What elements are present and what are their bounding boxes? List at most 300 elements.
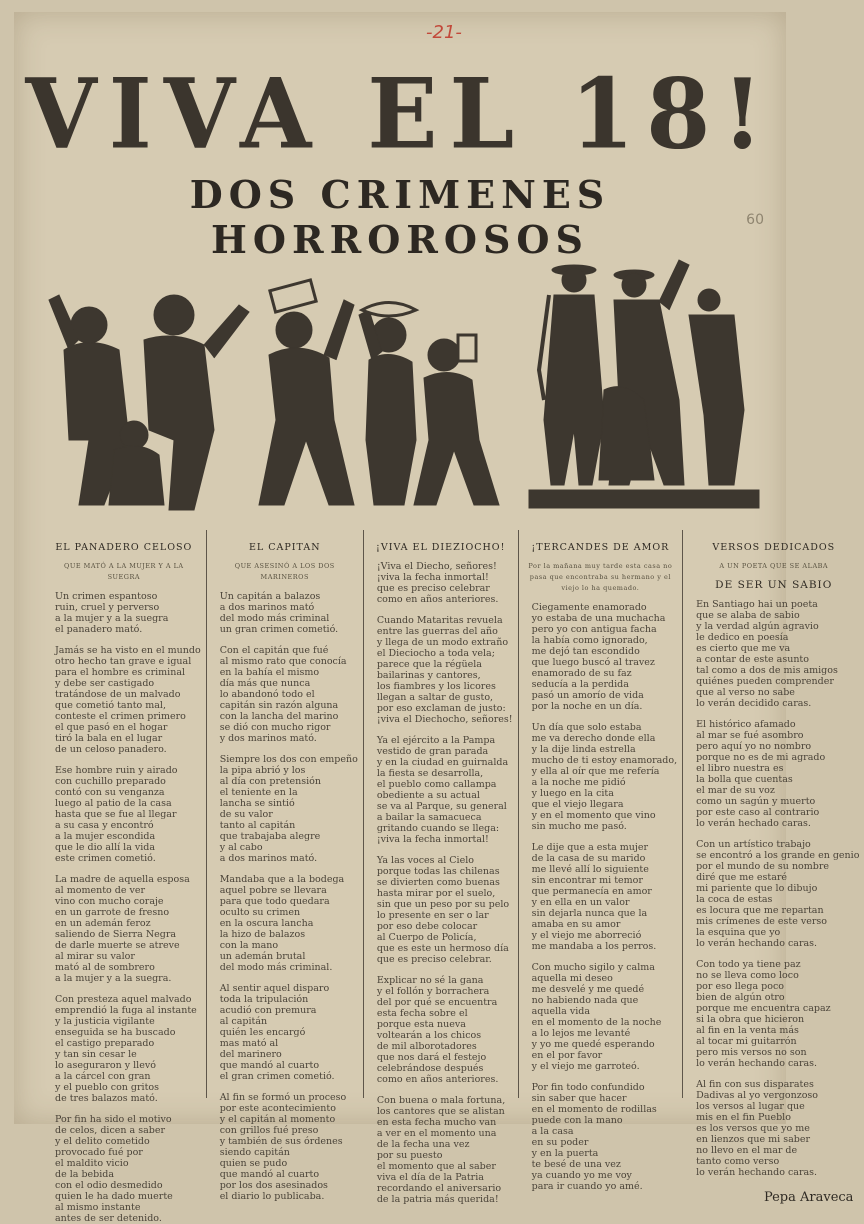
poem-line: al mirar su valor bbox=[55, 951, 135, 962]
poem-line: seducía a la perdida bbox=[531, 679, 629, 690]
poem-line: al capitán bbox=[219, 1016, 268, 1027]
poem-line: vestido de gran parada bbox=[376, 746, 489, 757]
poem-line: bien de algún otro bbox=[696, 992, 785, 1003]
poem-line: Explicar no sé la gana bbox=[376, 975, 484, 986]
poem-line: Con presteza aquel malvado bbox=[55, 994, 192, 1005]
poem-line: mas mató al bbox=[219, 1038, 279, 1049]
poem-line: por la noche en un día. bbox=[531, 701, 643, 712]
poem-line: tratándose de un malvado bbox=[55, 689, 181, 700]
poem-line: que permanecía en amor bbox=[531, 886, 652, 897]
poem-line: y dos marinos mató. bbox=[219, 733, 317, 744]
poem-line: entre las guerras del año bbox=[376, 626, 498, 637]
poem-line: de tres balazos mató. bbox=[55, 1093, 158, 1104]
poem-line: quiénes pueden comprender bbox=[696, 676, 834, 687]
poem-stanza bbox=[524, 602, 677, 712]
poem-line: al momento de ver bbox=[55, 885, 146, 896]
poem-line: que es preciso celebrar bbox=[376, 583, 490, 594]
poem-line: tal como a dos de mis amigos bbox=[696, 665, 838, 676]
poem-column-5 bbox=[682, 530, 864, 1205]
poem-line: los fiambres y los licores bbox=[376, 681, 496, 692]
poem-line: del por qué se encuentra bbox=[376, 997, 498, 1008]
poem-line: del modo más criminal. bbox=[219, 962, 333, 973]
poem-line: sin encontrar mi temor bbox=[531, 875, 643, 886]
poem-title: EL CAPITAN bbox=[248, 542, 321, 553]
poem-line: un ademán brutal bbox=[219, 951, 306, 962]
poem-subheading: QUE MATÓ A LA MUJER Y A LA SUEGRA bbox=[64, 562, 184, 581]
poem-line: viva el día de la Patria bbox=[376, 1172, 484, 1183]
poem-line: La madre de aquella esposa bbox=[55, 874, 190, 885]
couple-figures-middle bbox=[359, 303, 499, 506]
poem-stanza bbox=[688, 1079, 859, 1178]
poem-line: que mandó al cuarto bbox=[219, 1169, 320, 1180]
poem-line: Ya las voces al Cielo bbox=[376, 855, 474, 866]
poem-line: del marinero bbox=[219, 1049, 282, 1060]
poem-line: el diario lo publicaba. bbox=[219, 1191, 325, 1202]
poem-line: lo verán hechando caras. bbox=[696, 1058, 818, 1069]
subtitle: DOS CRIMENES HORROROSOS bbox=[189, 172, 611, 262]
poem-stanza bbox=[688, 719, 859, 829]
poem-line: con grillos fué preso bbox=[219, 1125, 319, 1136]
poem-line: hasta que se fue al llegar bbox=[55, 809, 177, 820]
broadside-sheet bbox=[14, 12, 860, 1224]
poem-line: a contar de este asunto bbox=[696, 654, 809, 665]
poem-line: de la patria más querida! bbox=[376, 1194, 499, 1205]
poem-line: a dos marinos mató bbox=[219, 602, 315, 613]
poem-line: a la noche me pidió bbox=[531, 777, 626, 788]
poem-line: el teniente en la bbox=[219, 787, 298, 798]
poem-line: con el odio desmedido bbox=[55, 1180, 163, 1191]
poem-column-1 bbox=[42, 530, 206, 1224]
poem-subheading: QUE ASESINÓ A LOS DOS MARINEROS bbox=[234, 562, 335, 581]
poem-line: para ir cuando yo amé. bbox=[531, 1181, 643, 1192]
poem-line: de su valor bbox=[219, 809, 273, 820]
poem-stanza bbox=[47, 591, 201, 635]
poem-line: a la mujer y a la suegra. bbox=[55, 973, 172, 984]
poem-line: Ya el ejército a la Pampa bbox=[376, 735, 496, 746]
poem-subheading: Por la mañana muy tarde esta casa no pasa que encontraba su hermano y el viejo lo ha quemado. bbox=[528, 562, 673, 592]
poem-line: El histórico afamado bbox=[696, 719, 796, 730]
poem-line: este crimen cometió. bbox=[55, 853, 156, 864]
poem-line: quién les encargó bbox=[219, 1027, 306, 1038]
side-number: 60 bbox=[746, 212, 764, 228]
poem-title: ¡VIVA EL DIEZIOCHO! bbox=[376, 542, 506, 553]
poem-line: de la fecha una vez bbox=[376, 1139, 470, 1150]
poem-line: antes de ser detenido. bbox=[55, 1213, 162, 1224]
poem-line: y en el momento que vino bbox=[531, 810, 656, 821]
poem-line: no llevo en el mar de bbox=[696, 1145, 798, 1156]
poem-line: Un crimen espantoso bbox=[55, 591, 158, 602]
poem-line: aquella vida bbox=[531, 1006, 591, 1017]
poem-line: y la dije linda estrella bbox=[531, 744, 636, 755]
poem-stanza bbox=[47, 645, 201, 755]
poem-line: Le dije que a esta mujer bbox=[531, 842, 649, 853]
poem-line: en un ademán feroz bbox=[55, 918, 151, 929]
poem-line: porque todas las chilenas bbox=[376, 866, 500, 877]
poem-line: toda la tripulación bbox=[219, 994, 309, 1005]
poem-line: me va derecho donde ella bbox=[531, 733, 656, 744]
poem-line: de mil alborotadores bbox=[376, 1041, 477, 1052]
poem-line: Ciegamente enamorado bbox=[531, 602, 647, 613]
poem-line: Por fin ha sido el motivo bbox=[55, 1114, 172, 1125]
poem-line: se encontró a los grande en genio bbox=[696, 850, 860, 861]
poem-line: en la oscura lancha bbox=[219, 918, 314, 929]
poem-line: Con un artístico trabajo bbox=[696, 839, 811, 850]
poem-line: bailarinas y cantores, bbox=[376, 670, 481, 681]
poem-line: porque esta nueva bbox=[376, 1019, 466, 1030]
poem-stanza bbox=[47, 994, 201, 1104]
poem-line: parece que la régüela bbox=[376, 659, 482, 670]
poem-line: le dedico en poesía bbox=[696, 632, 789, 643]
poem-stanza bbox=[369, 561, 513, 605]
poem-line: En Santiago hai un poeta bbox=[696, 599, 818, 610]
poem-subheading: A UN POETA QUE SE ALABA bbox=[719, 562, 829, 570]
poem-columns bbox=[42, 530, 860, 1224]
poem-line: mucho de ti estoy enamorado, bbox=[531, 755, 678, 766]
poem-line: en la bahía el mismo bbox=[219, 667, 320, 678]
poem-line: lo verán hechando caras. bbox=[696, 1167, 818, 1178]
poem-line: diré que me estaré bbox=[696, 872, 788, 883]
poem-line: Un capitán a balazos bbox=[219, 591, 321, 602]
poem-line: amaba en su amor bbox=[531, 919, 621, 930]
poem-line: lo verán hechado caras. bbox=[696, 818, 811, 829]
poem-line: celebrándose después bbox=[376, 1063, 484, 1074]
poem-line: mi pariente que lo dibujo bbox=[696, 883, 818, 894]
poem-line: el Dieciocho a toda vela; bbox=[376, 648, 495, 659]
poem-line: la coca de estas bbox=[696, 894, 773, 905]
poem-line: que trabajaba alegre bbox=[219, 831, 321, 842]
poem-line: y luego en la cita bbox=[531, 788, 614, 799]
poem-line: lo aseguraron y llevó bbox=[55, 1060, 156, 1071]
poem-line: y tan sin cesar le bbox=[55, 1049, 137, 1060]
poem-line: los versos al lugar que bbox=[696, 1101, 805, 1112]
poem-title: VERSOS DEDICADOS bbox=[712, 542, 836, 553]
poem-stanza bbox=[524, 962, 677, 1072]
poem-line: lancha se sintió bbox=[219, 798, 295, 809]
poem-line: por su puesto bbox=[376, 1150, 443, 1161]
poem-stanza bbox=[212, 645, 358, 744]
poem-line: sin mucho me pasó. bbox=[531, 821, 627, 832]
poem-line: que al verso no sabe bbox=[696, 687, 795, 698]
poem-line: que nos dará el festejo bbox=[376, 1052, 487, 1063]
poem-line: la bolla que cuentas bbox=[696, 774, 793, 785]
poem-line: capitán sin razón alguna bbox=[219, 700, 339, 711]
poem-line: de un celoso panadero. bbox=[55, 744, 167, 755]
poem-line: los cantores que se alistan bbox=[376, 1106, 505, 1117]
poem-stanza bbox=[212, 754, 358, 864]
poem-line: pasó un amorío de vida bbox=[531, 690, 644, 701]
poem-line: y el delito cometido bbox=[55, 1136, 150, 1147]
poem-line: lo abandonó todo el bbox=[219, 689, 315, 700]
poem-line: con la mano bbox=[219, 940, 279, 951]
poem-line: se va al Parque, su general bbox=[376, 801, 507, 812]
poem-line: y la justicia vigilante bbox=[55, 1016, 155, 1027]
poem-line: Mandaba que a la bodega bbox=[219, 874, 345, 885]
poem-line: y la verdad algún agravio bbox=[696, 621, 819, 632]
poem-line: en su poder bbox=[531, 1137, 589, 1148]
poem-line: ruin, cruel y perverso bbox=[55, 602, 160, 613]
poem-line: y yo me quedé esperando bbox=[531, 1039, 655, 1050]
poem-line: ¡viva la fecha inmortal! bbox=[376, 834, 489, 845]
poem-title: EL PANADERO CELOSO bbox=[55, 542, 193, 553]
poem-line: te besé de una vez bbox=[531, 1159, 621, 1170]
poem-line: la pipa abrió y los bbox=[219, 765, 306, 776]
poem-line: conteste el crimen primero bbox=[55, 711, 186, 722]
poem-stanza bbox=[524, 722, 677, 832]
poem-line: por los dos asesinados bbox=[219, 1180, 328, 1191]
poem-line: en el momento de la noche bbox=[531, 1017, 662, 1028]
poem-line: es locura que me repartan bbox=[696, 905, 824, 916]
poem-line: que el viejo llegara bbox=[531, 799, 624, 810]
poem-line: lo presente en ser o lar bbox=[376, 910, 489, 921]
poem-stanza bbox=[47, 874, 201, 984]
poem-stanza bbox=[212, 1092, 358, 1202]
poem-line: tanto al capitán bbox=[219, 820, 296, 831]
poem-line: me desvelé y me quedé bbox=[531, 984, 645, 995]
poem-line: llegan a saltar de gusto, bbox=[376, 692, 494, 703]
poem-line: a la cárcel con gran bbox=[55, 1071, 151, 1082]
poem-line: a lo lejos me levanté bbox=[531, 1028, 631, 1039]
poem-line: a la mujer escondida bbox=[55, 831, 156, 842]
poem-title: ¡TERCANDES DE AMOR bbox=[531, 542, 670, 553]
poem-line: el libro nuestra es bbox=[696, 763, 784, 774]
main-title: VIVA EL 18! bbox=[25, 57, 775, 171]
poem-line: al mismo instante bbox=[55, 1202, 141, 1213]
poem-line: lo verán hechando caras. bbox=[696, 938, 818, 949]
poem-line: luego al patio de la casa bbox=[55, 798, 172, 809]
poem-column-3 bbox=[363, 530, 518, 1205]
poem-line: en esta fecha mucho van bbox=[376, 1117, 497, 1128]
poem-line: por el mundo de su nombre bbox=[696, 861, 830, 872]
poem-line: y al cabo bbox=[219, 842, 263, 853]
poem-line: al mar se fué asombro bbox=[696, 730, 804, 741]
poem-stanza bbox=[524, 1082, 677, 1192]
poem-line: hasta mirar por el suelo, bbox=[376, 888, 496, 899]
poem-line: el que pasó en el hogar bbox=[55, 722, 168, 733]
poem-line: que luego buscó al travez bbox=[531, 657, 655, 668]
poem-line: ya cuando yo me voy bbox=[531, 1170, 632, 1181]
poem-line: me dejó tan escondido bbox=[531, 646, 640, 657]
poem-line: Dadivas al yo vergonzoso bbox=[696, 1090, 819, 1101]
poem-line: gritando cuando se llega: bbox=[376, 823, 500, 834]
poem-line: esta fecha sobre el bbox=[376, 1008, 468, 1019]
page-number: -21- bbox=[426, 22, 462, 43]
poem-line: por eso llega poco bbox=[696, 981, 784, 992]
poem-line: siendo capitán bbox=[219, 1147, 290, 1158]
poem-line: voltearán a los chicos bbox=[376, 1030, 482, 1041]
poem-line: Con el capitán que fué bbox=[219, 645, 329, 656]
poem-line: Por fin todo confundido bbox=[531, 1082, 645, 1093]
poem-line: al Cuerpo de Policía, bbox=[376, 932, 477, 943]
poem-line: es los versos que yo me bbox=[696, 1123, 810, 1134]
poem-stanza bbox=[524, 842, 677, 952]
poem-line: ¡viva la fecha inmortal! bbox=[376, 572, 489, 583]
poem-stanza bbox=[47, 1114, 201, 1224]
poem-stanza bbox=[369, 855, 513, 965]
poem-line: mis en el fin Pueblo bbox=[696, 1112, 791, 1123]
author-signature: Pepa Araveca bbox=[763, 1190, 854, 1205]
poem-line: al mismo rato que conocía bbox=[219, 656, 347, 667]
poem-line: enamorado de su faz bbox=[531, 668, 632, 679]
poem-line: pero aquí yo no nombro bbox=[696, 741, 812, 752]
poem-line: con cuchillo preparado bbox=[55, 776, 166, 787]
poem-line: de celos, dicen a saber bbox=[55, 1125, 166, 1136]
poem-line: y ella al oír que me refería bbox=[531, 766, 660, 777]
poem-line: en lienzos que mi saber bbox=[696, 1134, 810, 1145]
poem-line: por este acontecimiento bbox=[219, 1103, 336, 1114]
poem-line: la fiesta se desarrolla, bbox=[376, 768, 484, 779]
poem-line: sin dejarla nunca que la bbox=[531, 908, 648, 919]
poem-line: el mar de su voz bbox=[696, 785, 775, 796]
woodcut-illustration bbox=[44, 240, 764, 530]
poem-line: si la obra que hicieron bbox=[696, 1014, 805, 1025]
poem-line: como en años anteriores. bbox=[376, 594, 499, 605]
poem-stanza bbox=[369, 1095, 513, 1205]
poem-line: porque no es de mi agrado bbox=[696, 752, 826, 763]
poem-stanza bbox=[369, 975, 513, 1085]
poem-line: y también de sus órdenes bbox=[219, 1136, 343, 1147]
poem-line: como en años anteriores. bbox=[376, 1074, 499, 1085]
poem-line: aquella mi deseo bbox=[531, 973, 613, 984]
poem-line: la había como ignorado, bbox=[531, 635, 648, 646]
poem-line: el momento que al saber bbox=[376, 1161, 496, 1172]
poem-line: contó con su venganza bbox=[55, 787, 165, 798]
poem-line: del modo más criminal bbox=[219, 613, 330, 624]
poem-line: no se lleva como loco bbox=[696, 970, 799, 981]
poem-line: a la casa bbox=[531, 1126, 574, 1137]
poem-line: sin que un peso por su pelo bbox=[376, 899, 510, 910]
poem-line: se divierten como buenas bbox=[376, 877, 500, 888]
poem-line: que le dio allí la vida bbox=[55, 842, 156, 853]
poem-line: no habiendo nada que bbox=[531, 995, 639, 1006]
poem-stanza bbox=[47, 765, 201, 864]
poem-line: de darle muerte se atreve bbox=[55, 940, 180, 951]
poem-line: ¡viva el Diechocho, señores! bbox=[376, 714, 513, 725]
poem-line: Con mucho sigilo y calma bbox=[531, 962, 655, 973]
poem-line: para el hombre es criminal bbox=[55, 667, 186, 678]
poem-line: Con buena o mala fortuna, bbox=[376, 1095, 506, 1106]
poem-line: de la bebida bbox=[55, 1169, 115, 1180]
poem-line: y el viejo me aborreció bbox=[531, 930, 642, 941]
poem-line: al fin en la venta más bbox=[696, 1025, 799, 1036]
poem-line: y el pueblo con gritos bbox=[55, 1082, 159, 1093]
poem-line: recordando el aniversario bbox=[376, 1183, 502, 1194]
poem-stanza bbox=[688, 839, 859, 949]
poem-line: con la lancha del marino bbox=[219, 711, 339, 722]
poem-line: quien le ha dado muerte bbox=[55, 1191, 173, 1202]
poem-line: ¡Viva el Diecho, señores! bbox=[376, 561, 497, 572]
poem-line: y el follón y borrachera bbox=[376, 986, 490, 997]
poem-line: y en ella en un valor bbox=[531, 897, 630, 908]
poem-line: provocado fué por bbox=[55, 1147, 143, 1158]
poem-line: en el por favor bbox=[531, 1050, 603, 1061]
poem-line: que es este un hermoso día bbox=[376, 943, 509, 954]
poem-line: sin saber que hacer bbox=[531, 1093, 627, 1104]
poem-line: día más que nunca bbox=[219, 678, 311, 689]
poem-line: y debe ser castigado bbox=[55, 678, 155, 689]
poem-line: Al fin se formó un proceso bbox=[219, 1092, 347, 1103]
poem-line: para que todo quedara bbox=[219, 896, 330, 907]
poem-stanza bbox=[212, 874, 358, 973]
poem-subheading-2: DE SER UN SABIO bbox=[715, 579, 833, 591]
poem-line: el maldito vicio bbox=[55, 1158, 129, 1169]
poem-line: que se alaba de sabio bbox=[696, 610, 800, 621]
poem-line: a bailar la samacueca bbox=[376, 812, 482, 823]
poem-line: como un sagún y muerto bbox=[696, 796, 816, 807]
poem-line: puede con la mano bbox=[531, 1115, 623, 1126]
poem-line: a su casa y encontró bbox=[55, 820, 154, 831]
poem-line: quien se pudo bbox=[219, 1158, 288, 1169]
poem-stanza bbox=[688, 599, 859, 709]
poem-line: obediente a su actual bbox=[376, 790, 480, 801]
poem-line: me llevé allí lo siguiente bbox=[531, 864, 649, 875]
poem-line: Al fin con sus disparates bbox=[696, 1079, 814, 1090]
poem-line: al día con pretensión bbox=[219, 776, 321, 787]
poem-column-4 bbox=[518, 530, 682, 1192]
poem-line: y en la puerta bbox=[531, 1148, 599, 1159]
poem-line: saliendo de Sierra Negra bbox=[55, 929, 177, 940]
poem-line: al tocar mi guitarrón bbox=[696, 1036, 797, 1047]
poem-line: el pueblo como callampa bbox=[376, 779, 497, 790]
poem-line: Un día que solo estaba bbox=[531, 722, 642, 733]
poem-line: me mandaba a los perros. bbox=[531, 941, 657, 952]
poem-line: oculto su crimen bbox=[219, 907, 301, 918]
poem-line: y el capitán al momento bbox=[219, 1114, 336, 1125]
poem-line: por eso debe colocar bbox=[376, 921, 478, 932]
poem-line: pero mis versos no son bbox=[696, 1047, 807, 1058]
poem-line: la hizo de balazos bbox=[219, 929, 306, 940]
poem-line: Al sentir aquel disparo bbox=[219, 983, 330, 994]
poem-line: tiró la bala en el lugar bbox=[55, 733, 163, 744]
poem-line: emprendió la fuga al instante bbox=[55, 1005, 197, 1016]
poem-line: enseguida se ha buscado bbox=[55, 1027, 176, 1038]
poem-line: tanto como verso bbox=[696, 1156, 780, 1167]
poem-line: a la mujer y a la suegra bbox=[55, 613, 169, 624]
poem-line: el castigo preparado bbox=[55, 1038, 155, 1049]
poem-line: se dió con mucho rigor bbox=[219, 722, 331, 733]
poem-line: la esquina que yo bbox=[696, 927, 781, 938]
poem-line: Siempre los dos con empeño bbox=[219, 754, 358, 765]
poem-line: mis crímenes de este verso bbox=[696, 916, 828, 927]
poem-stanza bbox=[212, 983, 358, 1082]
poem-line: Ese hombre ruin y airado bbox=[55, 765, 178, 776]
poem-line: yo estaba de una muchacha bbox=[531, 613, 666, 624]
poem-line: por eso exclaman de justo: bbox=[376, 703, 506, 714]
poem-line: en el momento de rodillas bbox=[531, 1104, 657, 1115]
poem-line: aquel pobre se llevara bbox=[219, 885, 327, 896]
poem-line: Con todo ya tiene paz bbox=[696, 959, 801, 970]
poem-line: otro hecho tan grave e igual bbox=[55, 656, 192, 667]
poem-stanza bbox=[369, 735, 513, 845]
poem-line: mató al de sombrero bbox=[55, 962, 155, 973]
poem-line: y en la ciudad en guirnalda bbox=[376, 757, 509, 768]
poem-line: Jamás se ha visto en el mundo bbox=[55, 645, 201, 656]
poem-line: acudió con premura bbox=[219, 1005, 317, 1016]
poem-line: que mandó al cuarto bbox=[219, 1060, 320, 1071]
poem-line: por este caso al contrario bbox=[696, 807, 820, 818]
poem-line: que cometió tanto mal, bbox=[55, 700, 166, 711]
poem-line: en un garrote de fresno bbox=[55, 907, 170, 918]
poem-line: vino con mucho coraje bbox=[55, 896, 164, 907]
poem-line: pero yo con antigua facha bbox=[531, 624, 657, 635]
poem-line: lo verán decidido caras. bbox=[696, 698, 812, 709]
poem-line: a dos marinos mató. bbox=[219, 853, 318, 864]
poem-stanza bbox=[688, 959, 859, 1069]
poem-line: Cuando Mataritas revuela bbox=[376, 615, 503, 626]
poem-column-2 bbox=[206, 530, 363, 1202]
poem-line: y llega de un modo extraño bbox=[376, 637, 509, 648]
poem-line: que es preciso celebrar. bbox=[376, 954, 492, 965]
poem-line: el gran crimen cometió. bbox=[219, 1071, 335, 1082]
